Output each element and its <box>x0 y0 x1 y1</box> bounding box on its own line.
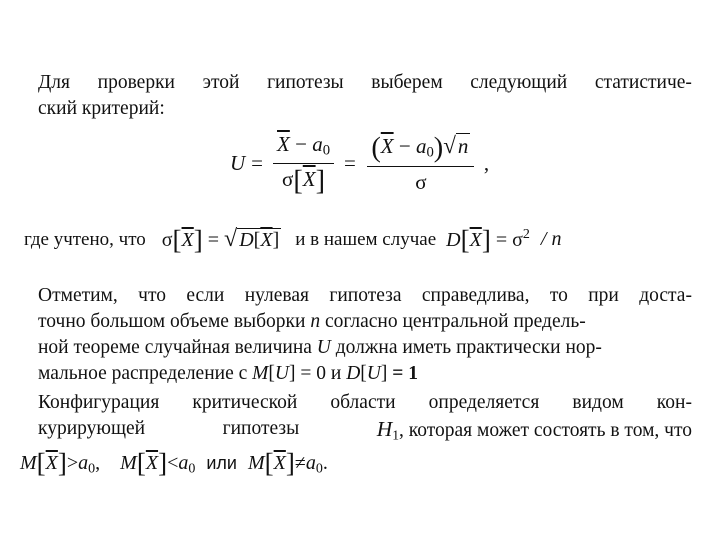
p3-a3-sub: 0 <box>315 461 323 477</box>
where-middle: и в нашем случае <box>295 229 437 251</box>
p2l4-val0: = 0 <box>300 363 326 384</box>
where-D-2: D <box>446 228 461 251</box>
formula-eq1: = <box>251 151 264 176</box>
p2l1-word: если <box>186 285 225 306</box>
where-xbar-2: $\overline{X}$ <box>260 229 273 251</box>
p3l2-a: курирующей <box>38 418 146 439</box>
formula-minus: − <box>295 132 307 156</box>
p2l2-b: согласно центральной предель- <box>324 311 586 332</box>
p3-xbar1: $\overline{X}$ <box>45 451 58 474</box>
paragraph3-line1 <box>38 390 692 416</box>
formula-frac2: $\frac{(\overline{X} - a_0)√n}{\sigma}$ <box>366 132 476 195</box>
paragraph2-line1 <box>38 283 692 309</box>
formula-a-sub-2: 0 <box>426 145 434 161</box>
where-sigma-2: σ <box>512 228 523 251</box>
p3-ne: ≠ <box>294 451 306 474</box>
p2l1-word: доста- <box>639 285 692 306</box>
p2l4-M: M <box>252 363 269 384</box>
p2l1-word: нулевая <box>244 285 309 306</box>
formula-comma: , <box>483 151 490 176</box>
formula-U-lhs: U <box>230 151 246 176</box>
p3l1-word: Конфигурация <box>38 392 160 413</box>
p3-a1-sub: 0 <box>88 461 96 477</box>
formula-sqrt-n: n <box>457 134 469 159</box>
p3-a2-sub: 0 <box>188 461 196 477</box>
formula-a: a <box>312 132 323 156</box>
paragraph1-line2: ский критерий: <box>38 98 165 119</box>
where-line <box>24 226 561 254</box>
p3l2-b: гипотезы <box>222 418 300 439</box>
p1l1-word: выберем <box>371 72 443 93</box>
p3l1-word: области <box>330 392 396 413</box>
p3-a2: a <box>178 451 189 474</box>
where-sq: 2 <box>522 226 530 242</box>
formula-a-2: a <box>415 134 427 159</box>
p3-lt: < <box>167 451 179 474</box>
where-div-n: / n <box>540 228 562 251</box>
where-formula2: $D[\overline{X}] = \sigma^2 / n$ <box>446 224 562 255</box>
p3l1-word: кон- <box>656 392 692 413</box>
formula-xbar: $\overline{X}$ <box>277 132 290 156</box>
p2l3-a: ной теореме случайная величина <box>38 337 312 358</box>
p2l4-D: D <box>346 363 361 384</box>
p2l2-n: n <box>310 311 321 332</box>
formula-U <box>230 132 489 195</box>
p3-comma1: , <box>95 451 101 474</box>
formula-eq2: = <box>344 151 356 176</box>
p3-gt: > <box>66 451 79 474</box>
paragraph3-line3: $M[\overline{X}]>a_0$, $M[\overline{X}]<a_0$ или $M[\overline{X}]\ne a_0$. <box>20 448 328 478</box>
p2l1-word: что <box>138 285 166 306</box>
where-eq-2: = <box>495 228 508 251</box>
paragraph2-line2 <box>38 309 692 335</box>
p3l2-c: , которая может состоять в том, что <box>399 420 692 441</box>
where-xbar: $\overline{X}$ <box>181 229 194 251</box>
p2l2-a: точно большом объеме выборки <box>38 311 306 332</box>
p2l1-word: справедлива, <box>421 285 530 306</box>
formula-sigma: σ <box>281 166 294 191</box>
p1l1-word: Для <box>38 72 71 93</box>
p2l4-U: U <box>274 363 289 384</box>
p3l1-word: определяется <box>428 392 540 413</box>
p1l1-word: статистиче- <box>594 72 692 93</box>
where-prefix: где учтено, что <box>24 229 146 251</box>
where-eq: = <box>207 229 220 251</box>
p3-xbar3: $\overline{X}$ <box>273 451 286 474</box>
p1l1-word: этой <box>202 72 240 93</box>
p2l4-mid: и <box>330 363 342 384</box>
p2l1-word: то <box>549 285 568 306</box>
p3-period: . <box>322 451 328 474</box>
p2l3-U: U <box>316 337 331 358</box>
where-formula1: $\sigma[\overline{X}]$ = √ $D[\overline{X}]$ <box>161 225 280 256</box>
formula-xbar-2: $\overline{X}$ <box>380 134 394 159</box>
p2l4-U2: U <box>366 363 381 384</box>
p2l1-word: гипотеза <box>329 285 402 306</box>
where-xbar-3: $\overline{X}$ <box>469 228 482 251</box>
p3-M1: M <box>20 451 37 474</box>
formula-sigma-2: σ <box>415 170 427 195</box>
where-D: D <box>239 229 254 251</box>
p1l1-word: гипотезы <box>267 72 344 93</box>
formula-xbar-den: $\overline{X}$ <box>302 166 316 191</box>
formula-a-sub: 0 <box>322 142 331 159</box>
formula-minus-2: − <box>398 134 411 159</box>
p2l4-val1: = 1 <box>392 363 418 384</box>
p3-xbar2: $\overline{X}$ <box>145 451 159 474</box>
formula-frac1: $\frac{\overline{X} - a_0}{\sigma[\overline{X}]}$ <box>273 132 334 195</box>
p3l1-word: критической <box>192 392 298 413</box>
p3l2-Hsub: 1 <box>392 427 400 443</box>
p3-M3: M <box>247 451 265 474</box>
p2l1-word: Отметим, <box>38 285 118 306</box>
paragraph3-line2 <box>38 416 692 448</box>
paragraph2-line3 <box>38 335 692 361</box>
p3-a3: a <box>305 451 316 474</box>
where-sigma: σ <box>161 229 173 251</box>
p3-M2: M <box>120 451 137 474</box>
p3l1-word: видом <box>572 392 624 413</box>
p2l3-b: должна иметь практически нор- <box>335 337 602 358</box>
p3-or: или <box>206 452 237 473</box>
p3-a1: a <box>78 451 89 474</box>
p2l1-word: при <box>588 285 619 306</box>
paragraph2-line4: мальное распределение с M[U] = 0 и D[U] = 1 <box>38 363 418 384</box>
p3l2-H: H <box>376 417 393 441</box>
p2l4-a: мальное распределение с <box>38 363 248 384</box>
paragraph1-line1 <box>38 70 692 96</box>
p1l1-word: проверки <box>97 72 175 93</box>
p1l1-word: следующий <box>470 72 568 93</box>
